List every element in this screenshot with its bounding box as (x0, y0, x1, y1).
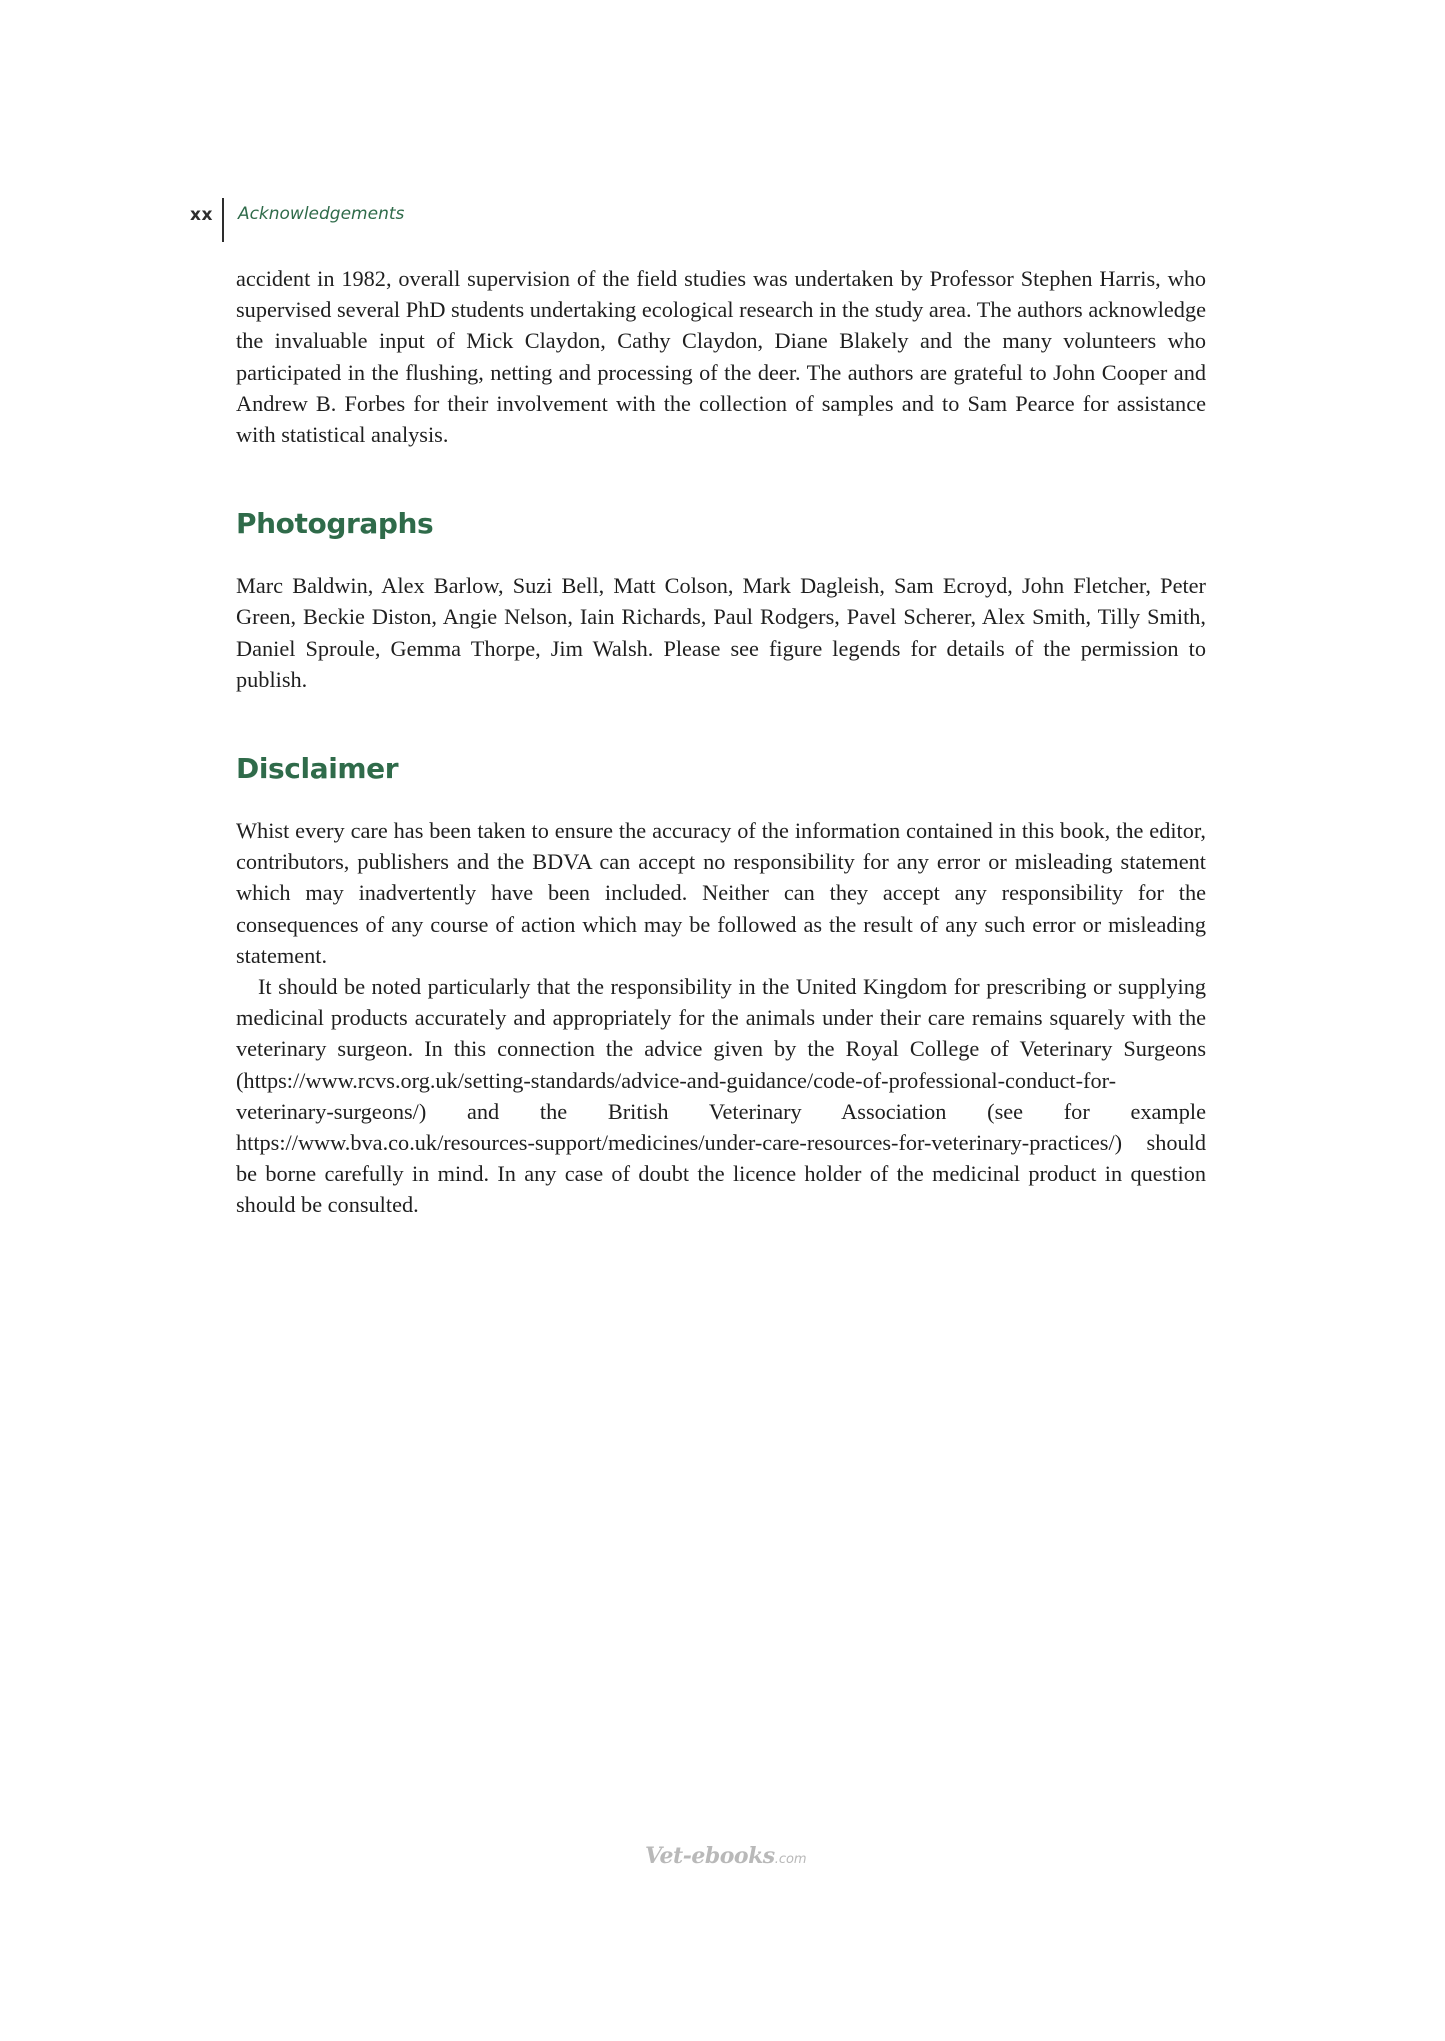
intro-paragraph: accident in 1982, overall supervision of the field studies was undertaken by Professor Stephen Harris, who supervised several PhD students undertaking ecological research in the study area. The authors acknowledge the invaluable input of Mick Claydon, Cathy Claydon, Diane Blakely and the many volunteers who participated in the flushing, netting and processing of the deer. The authors are grateful to John Cooper and Andrew B. Forbes for their involvement with the collection of samples and to Sam Pearce for assistance with statistical analysis. (236, 266, 1206, 448)
watermark-brand: Vet-ebooks (645, 1843, 775, 1869)
disclaimer-heading: Disclaimer (236, 752, 399, 786)
disclaimer-paragraph-1: Whist every care has been taken to ensure the accuracy of the information contained in this book, the editor, contributors, publishers and the BDVA can accept no responsibility for any error or misleading statement which may inadvertently have been included. Neither can they accept any responsibility for the consequences of any course of action which may be followed as the result of any such error or misleading statement. (236, 818, 1206, 968)
running-title: Acknowledgements (237, 204, 405, 224)
page-number: xx (190, 205, 213, 225)
page-content (236, 263, 1206, 1221)
header-divider (222, 198, 224, 242)
photographs-paragraph: Marc Baldwin, Alex Barlow, Suzi Bell, Matt Colson, Mark Dagleish, Sam Ecroyd, John Fletcher, Peter Green, Beckie Diston, Angie Nelson, Iain Richards, Paul Rodgers, Pavel Scherer, Alex Smith, Tilly Smith, Daniel Sproule, Gemma Thorpe, Jim Walsh. Please see figure legends for details of the permission to publish. (236, 573, 1206, 692)
running-head (190, 198, 404, 244)
photographs-heading: Photographs (236, 507, 434, 541)
disclaimer-paragraph-2: It should be noted particularly that the responsibility in the United Kingdom for prescribing or supplying medicinal products accurately and appropriately for the animals under their care remains squarely with the veterinary surgeon. In this connection the advice given by the Royal College of Veterinary Surgeons (https://www.rcvs.org.uk/setting-standards/advice-and-guidance/code-of-professional-conduct-for-veterinary-surgeons/) and the British Veterinary Association (see for example https://www.bva.co.uk/resources-support/medicines/under-care-resources-for-veterinary-practices/) should be borne carefully in mind. In any case of doubt the licence holder of the medicinal product in question should be consulted. (236, 974, 1206, 1218)
watermark-logo (645, 1843, 820, 1883)
watermark-suffix: .com (774, 1852, 807, 1867)
